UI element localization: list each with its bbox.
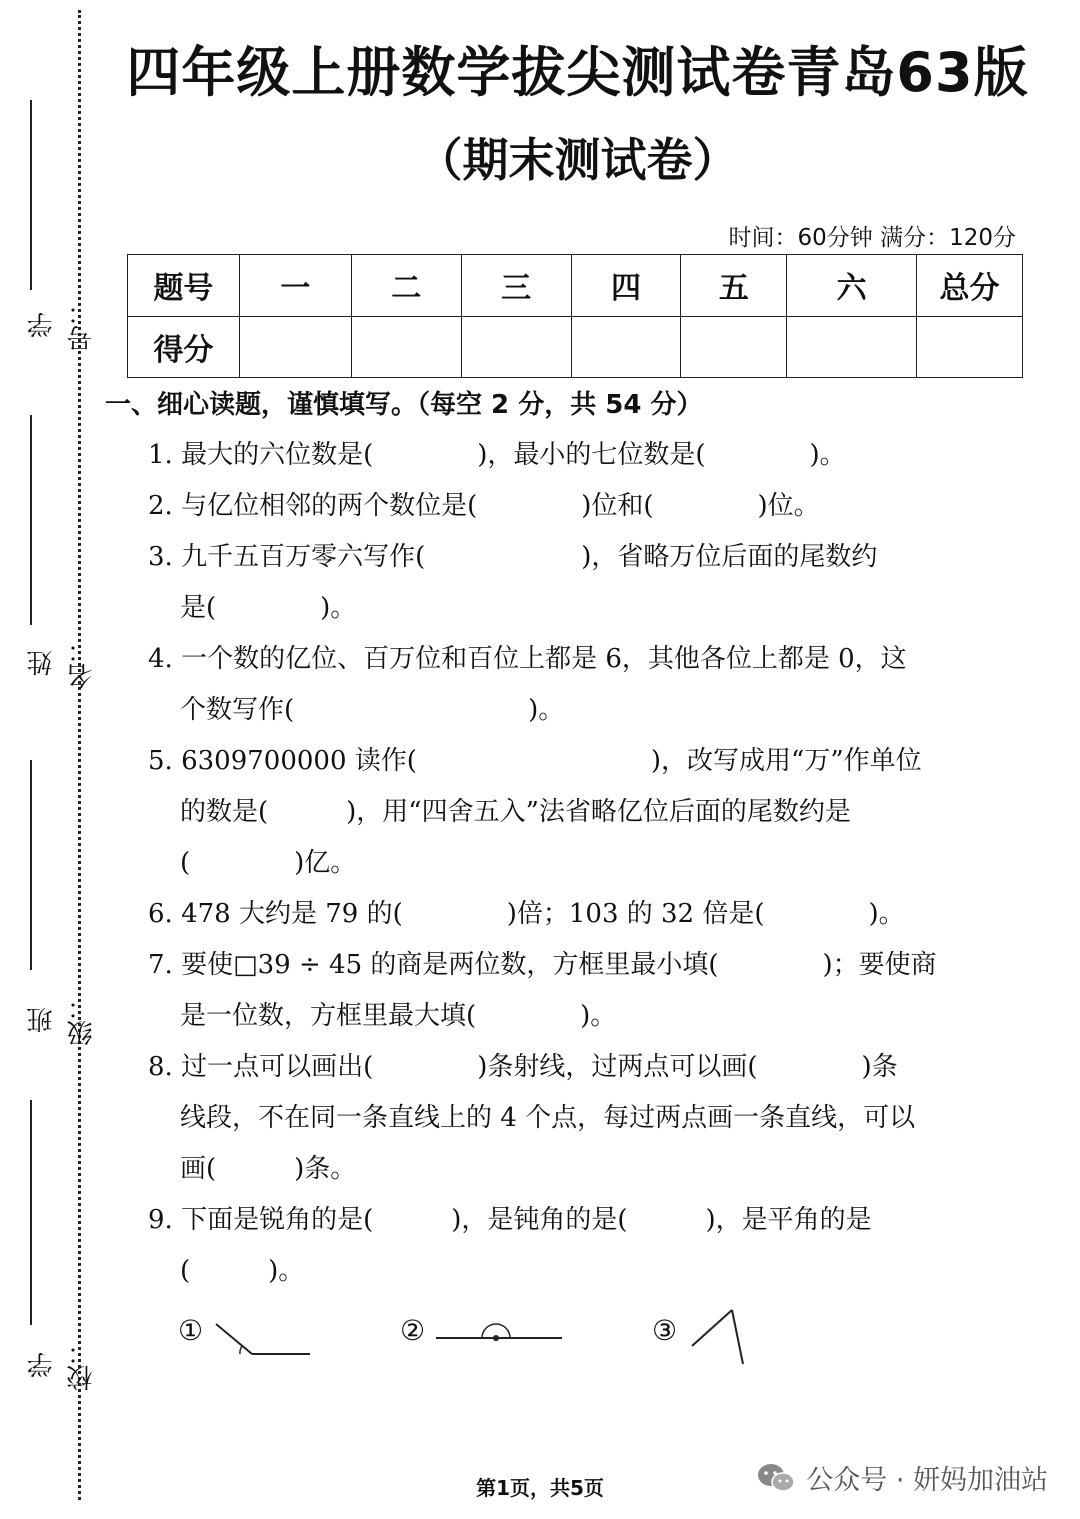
header-cell: 一 xyxy=(239,255,351,317)
page-title: 四年级上册数学拔尖测试卷青岛63版 xyxy=(126,41,1029,104)
score-cell[interactable] xyxy=(917,316,1023,378)
angle-figure-2 xyxy=(400,1300,570,1380)
header-cell: 五 xyxy=(681,255,787,317)
question-line: 3. 九千五百万零六写作( )，省略万位后面的尾数约 xyxy=(148,542,878,572)
figure-number: ③ xyxy=(652,1314,678,1347)
header-cell: 二 xyxy=(351,255,461,317)
question-line: 个数写作( )。 xyxy=(180,695,565,725)
watermark xyxy=(756,1458,1048,1497)
header-cell: 三 xyxy=(461,255,571,317)
score-table-score-row xyxy=(128,316,1023,378)
watermark-text: 公众号 · 妍妈加油站 xyxy=(806,1465,1048,1496)
question-2 xyxy=(148,481,990,532)
question-7 xyxy=(148,940,990,1042)
angle-figure-1 xyxy=(178,1300,318,1380)
question-line: ( )。 xyxy=(180,1256,305,1286)
question-line: 线段，不在同一条直线上的 4 个点，每过两点画一条直线，可以 xyxy=(180,1103,916,1133)
obtuse-angle-icon xyxy=(178,1300,318,1380)
question-1 xyxy=(148,430,990,481)
score-cell[interactable] xyxy=(239,316,351,378)
header-cell: 六 xyxy=(787,255,917,317)
question-line: 的数是( )，用“四舍五入”法省略亿位后面的尾数约是 xyxy=(180,797,851,827)
score-cell[interactable] xyxy=(351,316,461,378)
question-line: 9. 下面是锐角的是( )，是钝角的是( )，是平角的是 xyxy=(148,1205,872,1235)
question-4 xyxy=(148,634,990,736)
student-id-line xyxy=(30,100,32,290)
page-number: 第1页，共5页 xyxy=(476,1476,604,1500)
straight-angle-icon xyxy=(400,1300,570,1380)
figure-number: ① xyxy=(178,1314,204,1347)
score-cell[interactable] xyxy=(681,316,787,378)
question-line: 5. 6309700000 读作( )，改写成用“万”作单位 xyxy=(148,746,922,776)
header-cell: 总分 xyxy=(917,255,1023,317)
name-label: 姓名： xyxy=(27,637,97,689)
class-label: 班级： xyxy=(27,994,97,1046)
question-line: 6. 478 大约是 79 的( )倍；103 的 32 倍是( )。 xyxy=(148,899,905,929)
row-label-cell: 得分 xyxy=(128,316,240,378)
question-line: 4. 一个数的亿位、百万位和百位上都是 6，其他各位上都是 0，这 xyxy=(148,644,907,674)
school-line xyxy=(30,1100,32,1325)
question-8 xyxy=(148,1042,990,1195)
header-cell: 题号 xyxy=(128,255,240,317)
acute-angle-icon xyxy=(652,1300,762,1380)
score-cell[interactable] xyxy=(571,316,681,378)
page-subtitle: （期末测试卷） xyxy=(416,133,739,187)
question-6 xyxy=(148,889,990,940)
question-line: ( )亿。 xyxy=(180,848,357,878)
name-line xyxy=(30,415,32,625)
figure-number: ② xyxy=(400,1314,426,1347)
question-5 xyxy=(148,736,990,889)
question-line: 是( )。 xyxy=(180,593,357,623)
wechat-icon xyxy=(756,1462,796,1494)
time-info: 时间：60分钟 满分：120分 xyxy=(728,225,1016,251)
score-table xyxy=(127,254,1023,378)
school-label: 学校： xyxy=(27,1339,97,1391)
score-cell[interactable] xyxy=(787,316,917,378)
question-line: 8. 过一点可以画出( )条射线，过两点可以画( )条 xyxy=(148,1052,898,1082)
student-id-label: 学号： xyxy=(27,299,97,351)
question-line: 2. 与亿位相邻的两个数位是( )位和( )位。 xyxy=(148,491,820,521)
class-line xyxy=(30,760,32,970)
binding-dashed-line xyxy=(78,10,81,1500)
question-line: 7. 要使□39 ÷ 45 的商是两位数，方框里最小填( )；要使商 xyxy=(148,950,937,980)
header-cell: 四 xyxy=(571,255,681,317)
question-3 xyxy=(148,532,990,634)
score-table-header-row xyxy=(128,255,1023,317)
question-line: 1. 最大的六位数是( )，最小的七位数是( )。 xyxy=(148,440,846,470)
section-heading: 一、细心读题，谨慎填写。（每空 2 分，共 54 分） xyxy=(105,390,703,420)
question-line: 画( )条。 xyxy=(180,1154,357,1184)
question-line: 是一位数，方框里最大填( )。 xyxy=(180,1001,617,1031)
angle-figure-3 xyxy=(652,1300,762,1380)
question-9 xyxy=(148,1195,990,1297)
score-cell[interactable] xyxy=(461,316,571,378)
